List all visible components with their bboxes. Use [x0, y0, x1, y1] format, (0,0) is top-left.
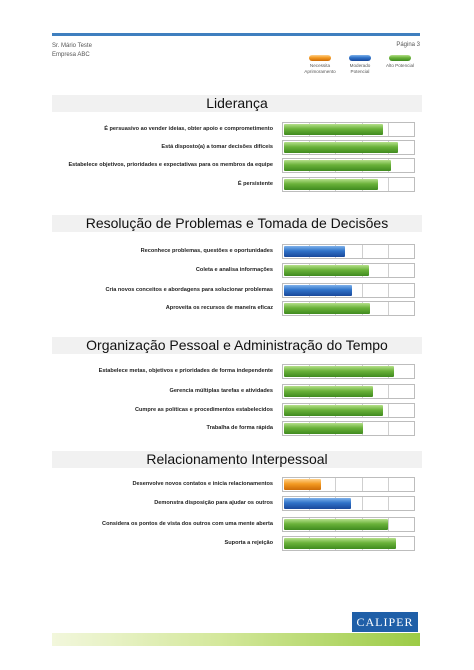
section-lideranca — [52, 95, 422, 195]
competency-row — [52, 403, 422, 418]
section-organizacao-pessoal — [52, 337, 422, 442]
rating-bar — [282, 477, 415, 492]
bar-fill-green — [284, 386, 373, 397]
competency-row — [52, 263, 422, 278]
rating-bar — [282, 158, 415, 173]
bar-fill-blue — [284, 498, 351, 509]
rating-bar — [282, 301, 415, 316]
rating-bar — [282, 403, 415, 418]
bar-fill-green — [284, 519, 388, 530]
bar-segment-divider — [362, 245, 363, 258]
bar-fill-green — [284, 265, 369, 276]
bar-segment-divider — [388, 302, 389, 315]
competency-label: Desenvolve novos contatos e inicia relacionamentos — [132, 481, 273, 487]
competency-row — [52, 364, 422, 379]
rating-bar — [282, 177, 415, 192]
competency-label: É persuasivo ao vender ideias, obter apoio e comprometimento — [104, 126, 273, 132]
rating-bar — [282, 364, 415, 379]
rating-bar — [282, 122, 415, 137]
competency-row — [52, 477, 422, 492]
competency-label: Considera os pontos de vista dos outros com uma mente aberta — [102, 521, 273, 527]
section-title: Relacionamento Interpessoal — [52, 451, 422, 468]
competency-label: É persistente — [237, 181, 273, 187]
rating-bar — [282, 421, 415, 436]
legend-swatch-orange — [309, 55, 331, 61]
competency-row — [52, 283, 422, 298]
legend-label: Moderado Potencial — [349, 63, 371, 74]
rating-bar — [282, 517, 415, 532]
competency-label: Demonstra disposição para ajudar os outros — [154, 500, 273, 506]
legend-item-needs-improvement — [300, 55, 340, 75]
person-name: Sr. Mário Teste — [52, 43, 92, 49]
page-number: Página 3 — [396, 42, 420, 48]
bar-segment-divider — [388, 404, 389, 417]
bar-segment-divider — [388, 123, 389, 136]
bar-segment-divider — [388, 478, 389, 491]
competency-label: Gerencia múltiplas tarefas e atividades — [169, 388, 273, 394]
competency-row — [52, 384, 422, 399]
bar-fill-green — [284, 538, 396, 549]
competency-label: Coleta e analisa informações — [195, 267, 273, 273]
bar-fill-green — [284, 303, 370, 314]
header-left — [52, 42, 92, 60]
rating-bar — [282, 283, 415, 298]
rating-bar — [282, 536, 415, 551]
rating-bar — [282, 384, 415, 399]
legend-swatch-blue — [349, 55, 371, 61]
rating-bar — [282, 496, 415, 511]
bar-segment-divider — [388, 284, 389, 297]
legend-label: Alto Potencial — [385, 63, 415, 68]
bar-fill-blue — [284, 285, 352, 296]
competency-label: Suporta a rejeição — [224, 540, 273, 546]
bar-segment-divider — [362, 478, 363, 491]
bar-segment-divider — [388, 497, 389, 510]
bar-fill-green — [284, 366, 394, 377]
competency-row — [52, 244, 422, 259]
bar-fill-green — [284, 124, 383, 135]
legend-swatch-green — [389, 55, 411, 61]
competency-label: Cumpre as políticas e procedimentos estabelecidos — [134, 407, 273, 413]
bar-fill-green — [284, 405, 383, 416]
competency-label: Estabelece metas, objetivos e prioridades de forma independente — [98, 368, 273, 374]
bar-segment-divider — [362, 284, 363, 297]
bar-segment-divider — [335, 478, 336, 491]
bar-segment-divider — [388, 385, 389, 398]
competency-label: Trabalha de forma rápida — [206, 425, 273, 431]
legend-label: Necessita Aprimoramento — [304, 63, 336, 74]
competency-row — [52, 140, 422, 155]
section-title: Liderança — [52, 95, 422, 112]
competency-label: Está disposto(a) a tomar decisões difíceis — [161, 144, 273, 150]
bar-segment-divider — [388, 245, 389, 258]
section-resolucao-problemas — [52, 215, 422, 315]
rating-bar — [282, 263, 415, 278]
competency-row — [52, 421, 422, 436]
rating-bar — [282, 244, 415, 259]
legend-item-high — [380, 55, 420, 69]
competency-row — [52, 158, 422, 173]
competency-row — [52, 536, 422, 551]
competency-row — [52, 301, 422, 316]
caliper-logo: CALIPER — [352, 612, 418, 632]
bar-fill-green — [284, 423, 363, 434]
competency-label: Reconhece problemas, questões e oportunidades — [140, 248, 273, 254]
footer-band — [52, 633, 420, 646]
bar-fill-orange — [284, 479, 321, 490]
section-title: Resolução de Problemas e Tomada de Decisões — [52, 215, 422, 232]
bar-fill-green — [284, 179, 378, 190]
bar-fill-blue — [284, 246, 345, 257]
bar-segment-divider — [388, 264, 389, 277]
bar-segment-divider — [362, 497, 363, 510]
company-name: Empresa ABC — [52, 52, 90, 58]
competency-label: Estabelece objetivos, prioridades e expectativas para os membros da equipe — [68, 162, 273, 168]
competency-row — [52, 496, 422, 511]
competency-row — [52, 177, 422, 192]
competency-label: Aproveita os recursos de maneira eficaz — [165, 305, 273, 311]
section-relacionamento — [52, 451, 422, 556]
section-title: Organização Pessoal e Administração do Tempo — [52, 337, 422, 354]
competency-row — [52, 122, 422, 137]
bar-segment-divider — [388, 422, 389, 435]
bar-segment-divider — [388, 518, 389, 531]
competency-row — [52, 517, 422, 532]
legend-item-moderate — [340, 55, 380, 75]
rating-bar — [282, 140, 415, 155]
bar-fill-green — [284, 160, 391, 171]
bar-segment-divider — [388, 178, 389, 191]
header-rule — [52, 33, 420, 36]
bar-fill-green — [284, 142, 398, 153]
competency-label: Cria novos conceitos e abordagens para solucionar problemas — [105, 287, 273, 293]
legend — [300, 55, 422, 85]
